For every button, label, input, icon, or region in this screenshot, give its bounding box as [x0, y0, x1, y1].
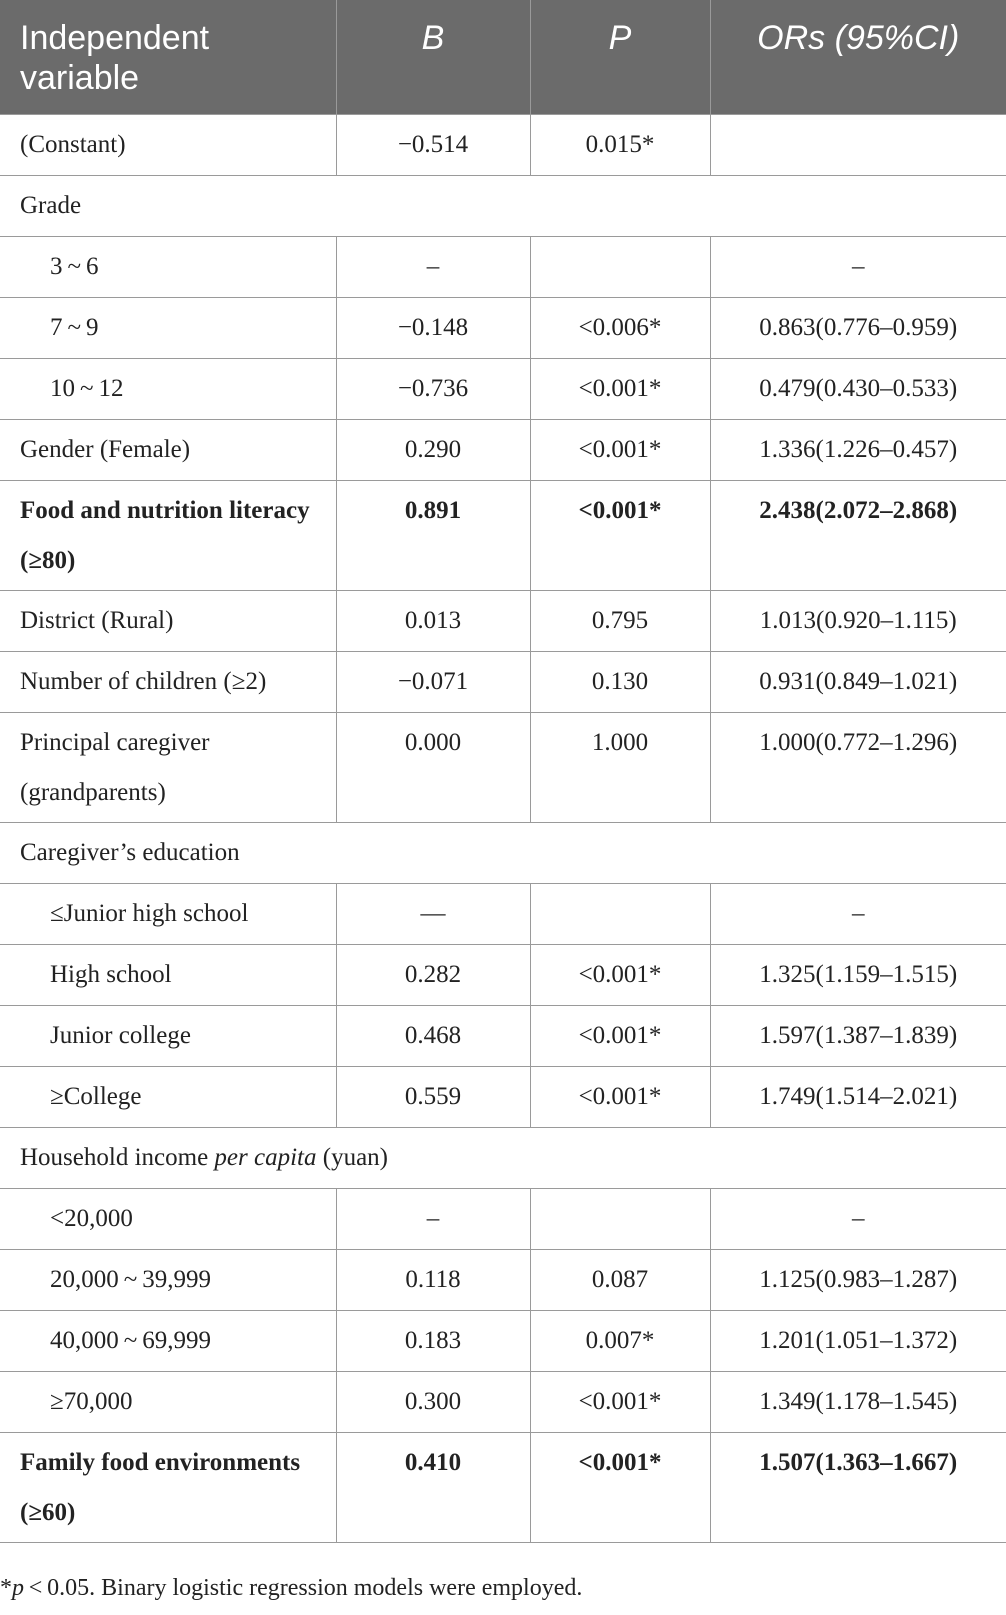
cell-b: —	[336, 883, 530, 944]
cell-variable: Junior college	[0, 1005, 336, 1066]
cell-or: 1.597(1.387–1.839)	[710, 1005, 1006, 1066]
header-p: P	[530, 0, 710, 114]
table-row	[0, 1310, 1006, 1371]
cell-or: –	[710, 1188, 1006, 1249]
cell-variable: ≤Junior high school	[0, 883, 336, 944]
cell-p	[530, 236, 710, 297]
cell-or: 1.507(1.363–1.667)	[710, 1432, 1006, 1542]
table-row	[0, 651, 1006, 712]
table-row	[0, 297, 1006, 358]
header-independent-variable: Independent variable	[0, 0, 336, 114]
cell-b: 0.410	[336, 1432, 530, 1542]
cell-p: <0.001*	[530, 1005, 710, 1066]
cell-b: 0.282	[336, 944, 530, 1005]
footnote-variable: p	[12, 1575, 24, 1601]
cell-variable: 10 ~ 12	[0, 358, 336, 419]
cell-or: 1.013(0.920–1.115)	[710, 590, 1006, 651]
cell-p: 0.007*	[530, 1310, 710, 1371]
cell-or: 1.749(1.514–2.021)	[710, 1066, 1006, 1127]
cell-p: <0.001*	[530, 1371, 710, 1432]
table-row	[0, 1371, 1006, 1432]
cell-group-label-italic: per capita	[214, 1143, 317, 1171]
cell-p: 0.795	[530, 590, 710, 651]
cell-group-label: Grade	[0, 175, 1006, 236]
table-row	[0, 236, 1006, 297]
cell-b: 0.183	[336, 1310, 530, 1371]
cell-p: <0.006*	[530, 297, 710, 358]
header-row	[0, 0, 1006, 114]
footnote-text: < 0.05. Binary logistic regression models were employed.	[24, 1575, 583, 1601]
cell-variable: Gender (Female)	[0, 419, 336, 480]
table-row-highlight	[0, 1432, 1006, 1542]
cell-p: 0.130	[530, 651, 710, 712]
cell-or: 1.325(1.159–1.515)	[710, 944, 1006, 1005]
table-row	[0, 1249, 1006, 1310]
table-row	[0, 1005, 1006, 1066]
cell-p: <0.001*	[530, 419, 710, 480]
cell-variable: Number of children (≥2)	[0, 651, 336, 712]
cell-b: 0.290	[336, 419, 530, 480]
cell-variable: Family food environments (≥60)	[0, 1432, 336, 1542]
cell-variable: 3 ~ 6	[0, 236, 336, 297]
cell-b: 0.000	[336, 712, 530, 822]
cell-or: 0.931(0.849–1.021)	[710, 651, 1006, 712]
table-row	[0, 114, 1006, 175]
cell-or: 1.000(0.772–1.296)	[710, 712, 1006, 822]
cell-variable: <20,000	[0, 1188, 336, 1249]
cell-p: 1.000	[530, 712, 710, 822]
cell-p: <0.001*	[530, 1066, 710, 1127]
cell-p: <0.001*	[530, 480, 710, 590]
cell-b: −0.736	[336, 358, 530, 419]
cell-or: 0.863(0.776–0.959)	[710, 297, 1006, 358]
cell-p: 0.087	[530, 1249, 710, 1310]
cell-b: −0.148	[336, 297, 530, 358]
cell-or: 0.479(0.430–0.533)	[710, 358, 1006, 419]
table-row	[0, 1188, 1006, 1249]
cell-variable: District (Rural)	[0, 590, 336, 651]
cell-variable: High school	[0, 944, 336, 1005]
cell-b: 0.118	[336, 1249, 530, 1310]
cell-group-label	[0, 1127, 1006, 1188]
cell-b: –	[336, 236, 530, 297]
cell-group-label-post: (yuan)	[316, 1143, 388, 1171]
table-footnote	[0, 1575, 582, 1602]
header-ors-ci: ORs (95%CI)	[710, 0, 1006, 114]
table-row	[0, 1066, 1006, 1127]
footnote-symbol: *	[0, 1575, 12, 1601]
table-row	[0, 944, 1006, 1005]
cell-p: 0.015*	[530, 114, 710, 175]
cell-b: −0.071	[336, 651, 530, 712]
cell-or: 2.438(2.072–2.868)	[710, 480, 1006, 590]
cell-or: 1.349(1.178–1.545)	[710, 1371, 1006, 1432]
table-row	[0, 883, 1006, 944]
table-row-group	[0, 1127, 1006, 1188]
cell-or: –	[710, 883, 1006, 944]
cell-b: 0.013	[336, 590, 530, 651]
cell-b: –	[336, 1188, 530, 1249]
table-row	[0, 419, 1006, 480]
cell-variable: ≥70,000	[0, 1371, 336, 1432]
cell-or: –	[710, 236, 1006, 297]
cell-b: 0.300	[336, 1371, 530, 1432]
table-row-highlight	[0, 480, 1006, 590]
table-row	[0, 590, 1006, 651]
cell-p	[530, 1188, 710, 1249]
cell-p: <0.001*	[530, 358, 710, 419]
cell-variable: ≥College	[0, 1066, 336, 1127]
cell-group-label-pre: Household income	[20, 1143, 215, 1171]
cell-b: −0.514	[336, 114, 530, 175]
cell-variable: 40,000 ~ 69,999	[0, 1310, 336, 1371]
cell-p	[530, 883, 710, 944]
cell-b: 0.891	[336, 480, 530, 590]
table-row	[0, 358, 1006, 419]
cell-or: 1.201(1.051–1.372)	[710, 1310, 1006, 1371]
cell-or: 1.336(1.226–0.457)	[710, 419, 1006, 480]
table-row-group	[0, 175, 1006, 236]
cell-variable: Food and nutrition literacy (≥80)	[0, 480, 336, 590]
cell-variable: 20,000 ~ 39,999	[0, 1249, 336, 1310]
cell-b: 0.559	[336, 1066, 530, 1127]
cell-or: 1.125(0.983–1.287)	[710, 1249, 1006, 1310]
table-row	[0, 712, 1006, 822]
cell-p: <0.001*	[530, 1432, 710, 1542]
table-row-group	[0, 822, 1006, 883]
cell-variable: (Constant)	[0, 114, 336, 175]
cell-p: <0.001*	[530, 944, 710, 1005]
cell-variable: 7 ~ 9	[0, 297, 336, 358]
cell-variable: Principal caregiver (grandparents)	[0, 712, 336, 822]
cell-b: 0.468	[336, 1005, 530, 1066]
cell-group-label: Caregiver’s education	[0, 822, 1006, 883]
cell-or	[710, 114, 1006, 175]
header-b: B	[336, 0, 530, 114]
